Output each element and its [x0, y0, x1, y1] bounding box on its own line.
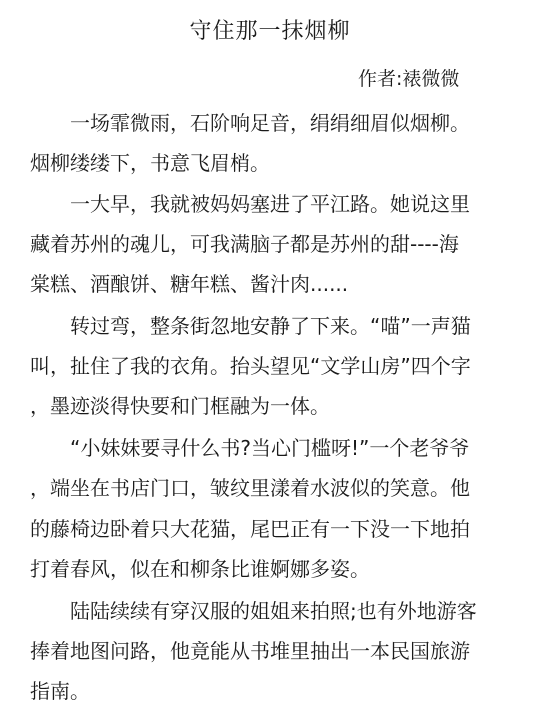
text-line: 陆陆续续有穿汉服的姐姐来拍照;也有外地游客	[70, 599, 477, 623]
text-line: 叫，扯住了我的衣角。抬头望见“文学山房”四个字	[30, 354, 471, 378]
text-line: “小妹妹要寻什么书?当心门槛呀!”一个老爷爷	[70, 436, 470, 460]
text-line: 转过弯，整条街忽地安静了下来。“喵”一声猫	[70, 314, 471, 338]
text-line: 烟柳缕缕下，书意飞眉梢。	[30, 151, 270, 175]
article-author: 作者:裱微微	[358, 68, 460, 90]
article-title: 守住那一抹烟柳	[189, 19, 351, 44]
text-line: ，墨迹淡得快要和门框融为一体。	[30, 394, 330, 418]
text-line: 捧着地图问路，他竟能从书堆里抽出一本民国旅游	[30, 639, 470, 663]
text-line: 一大早，我就被妈妈塞进了平江路。她说这里	[70, 192, 470, 216]
text-line: 打着春风，似在和柳条比谁婀娜多姿。	[30, 557, 370, 581]
text-line: 指南。	[30, 679, 90, 703]
text-line: 藏着苏州的魂儿，可我满脑子都是苏州的甜----海	[30, 232, 459, 256]
text-line: 的藤椅边卧着只大花猫，尾巴正有一下没一下地拍	[30, 517, 470, 541]
text-line: 一场霏微雨，石阶响足音，绢绢细眉似烟柳。	[70, 111, 470, 135]
text-line: 棠糕、酒酿饼、糖年糕、酱汁肉......	[30, 272, 349, 296]
text-line: ，端坐在书店门口，皱纹里漾着水波似的笑意。他	[30, 476, 470, 500]
